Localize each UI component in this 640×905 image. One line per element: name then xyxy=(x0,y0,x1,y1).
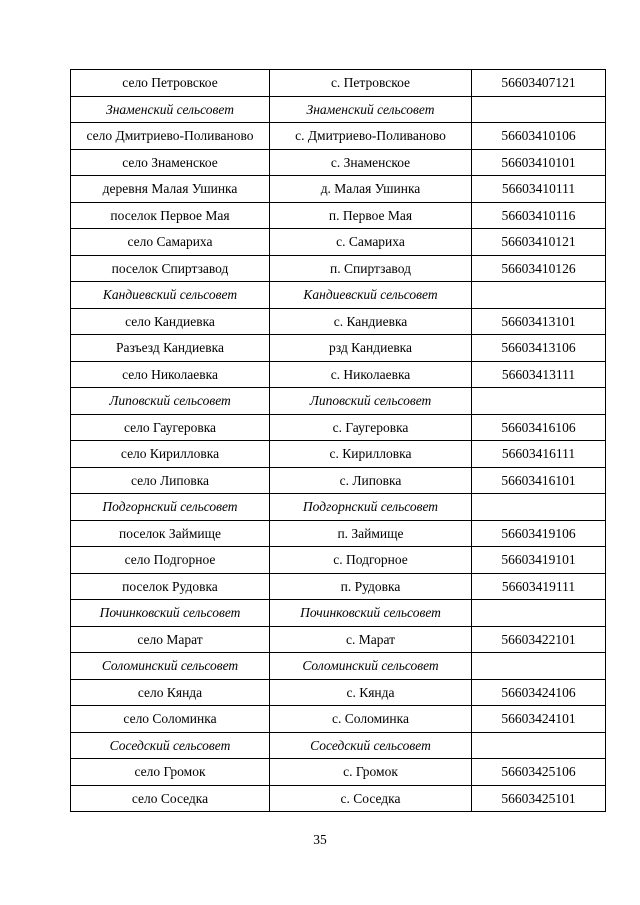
cell-code: 56603410106 xyxy=(472,123,606,150)
table-row-council xyxy=(71,653,606,680)
table-row xyxy=(71,414,606,441)
cell-full-name: Разъезд Кандиевка xyxy=(71,335,270,362)
cell-full-name: деревня Малая Ушинка xyxy=(71,176,270,203)
cell-code xyxy=(472,600,606,627)
cell-code xyxy=(472,388,606,415)
cell-short-name: п. Первое Мая xyxy=(270,202,472,229)
cell-code: 56603410111 xyxy=(472,176,606,203)
cell-short-name: с. Кирилловка xyxy=(270,441,472,468)
cell-code: 56603410101 xyxy=(472,149,606,176)
cell-full-name: село Соседка xyxy=(71,785,270,812)
cell-short-name: с. Знаменское xyxy=(270,149,472,176)
cell-full-name: село Марат xyxy=(71,626,270,653)
cell-code: 56603410121 xyxy=(472,229,606,256)
table-row xyxy=(71,467,606,494)
cell-code xyxy=(472,653,606,680)
cell-full-name: Кандиевский сельсовет xyxy=(71,282,270,309)
cell-full-name: Соседский сельсовет xyxy=(71,732,270,759)
table-row xyxy=(71,573,606,600)
cell-full-name: село Гаугеровка xyxy=(71,414,270,441)
table-row xyxy=(71,361,606,388)
table-row xyxy=(71,547,606,574)
cell-code: 56603416106 xyxy=(472,414,606,441)
cell-code: 56603425106 xyxy=(472,759,606,786)
cell-full-name: Липовский сельсовет xyxy=(71,388,270,415)
table-row xyxy=(71,308,606,335)
cell-full-name: Подгорнский сельсовет xyxy=(71,494,270,521)
table-body xyxy=(71,70,606,812)
cell-full-name: село Подгорное xyxy=(71,547,270,574)
cell-full-name: поселок Первое Мая xyxy=(71,202,270,229)
cell-code xyxy=(472,282,606,309)
cell-full-name: поселок Рудовка xyxy=(71,573,270,600)
cell-full-name: поселок Займище xyxy=(71,520,270,547)
table-row-council xyxy=(71,388,606,415)
cell-short-name: с. Кянда xyxy=(270,679,472,706)
cell-code: 56603419106 xyxy=(472,520,606,547)
cell-short-name: с. Соломинка xyxy=(270,706,472,733)
cell-code xyxy=(472,96,606,123)
cell-short-name: п. Спиртзавод xyxy=(270,255,472,282)
table-row xyxy=(71,149,606,176)
cell-code: 56603416111 xyxy=(472,441,606,468)
table-row xyxy=(71,441,606,468)
table-row xyxy=(71,229,606,256)
cell-code: 56603419111 xyxy=(472,573,606,600)
cell-short-name: Липовский сельсовет xyxy=(270,388,472,415)
cell-code: 56603422101 xyxy=(472,626,606,653)
cell-code xyxy=(472,732,606,759)
page-number: 35 xyxy=(313,832,327,847)
cell-full-name: село Николаевка xyxy=(71,361,270,388)
settlement-table xyxy=(70,69,606,812)
cell-short-name: с. Николаевка xyxy=(270,361,472,388)
table-row xyxy=(71,176,606,203)
cell-short-name: рзд Кандиевка xyxy=(270,335,472,362)
cell-code: 56603424106 xyxy=(472,679,606,706)
cell-short-name: Знаменский сельсовет xyxy=(270,96,472,123)
cell-short-name: п. Займище xyxy=(270,520,472,547)
table-row xyxy=(71,679,606,706)
cell-short-name: Подгорнский сельсовет xyxy=(270,494,472,521)
cell-full-name: село Самариха xyxy=(71,229,270,256)
table-row-council xyxy=(71,732,606,759)
table-row-council xyxy=(71,96,606,123)
table-row xyxy=(71,520,606,547)
cell-short-name: Соседский сельсовет xyxy=(270,732,472,759)
cell-code: 56603424101 xyxy=(472,706,606,733)
cell-code: 56603425101 xyxy=(472,785,606,812)
cell-code: 56603410116 xyxy=(472,202,606,229)
cell-short-name: с. Подгорное xyxy=(270,547,472,574)
cell-full-name: Соломинский сельсовет xyxy=(71,653,270,680)
table-row xyxy=(71,202,606,229)
cell-code: 56603419101 xyxy=(472,547,606,574)
cell-short-name: с. Соседка xyxy=(270,785,472,812)
table-row xyxy=(71,706,606,733)
table-row xyxy=(71,759,606,786)
table-row xyxy=(71,626,606,653)
cell-code: 56603413101 xyxy=(472,308,606,335)
cell-short-name: Соломинский сельсовет xyxy=(270,653,472,680)
cell-short-name: с. Кандиевка xyxy=(270,308,472,335)
cell-short-name: Кандиевский сельсовет xyxy=(270,282,472,309)
table-row xyxy=(71,123,606,150)
cell-short-name: с. Марат xyxy=(270,626,472,653)
cell-full-name: село Знаменское xyxy=(71,149,270,176)
cell-full-name: поселок Спиртзавод xyxy=(71,255,270,282)
table-row xyxy=(71,785,606,812)
table-row xyxy=(71,255,606,282)
cell-short-name: с. Гаугеровка xyxy=(270,414,472,441)
table-row xyxy=(71,335,606,362)
cell-full-name: село Соломинка xyxy=(71,706,270,733)
cell-full-name: село Громок xyxy=(71,759,270,786)
cell-code: 56603416101 xyxy=(472,467,606,494)
cell-short-name: д. Малая Ушинка xyxy=(270,176,472,203)
cell-full-name: село Кандиевка xyxy=(71,308,270,335)
cell-short-name: с. Громок xyxy=(270,759,472,786)
cell-code: 56603407121 xyxy=(472,70,606,97)
cell-full-name: село Дмитриево-Поливаново xyxy=(71,123,270,150)
cell-code xyxy=(472,494,606,521)
cell-full-name: село Липовка xyxy=(71,467,270,494)
cell-short-name: п. Рудовка xyxy=(270,573,472,600)
table-row-council xyxy=(71,600,606,627)
cell-full-name: Починковский сельсовет xyxy=(71,600,270,627)
cell-code: 56603410126 xyxy=(472,255,606,282)
cell-full-name: Знаменский сельсовет xyxy=(71,96,270,123)
table-row-council xyxy=(71,494,606,521)
cell-full-name: село Кирилловка xyxy=(71,441,270,468)
cell-short-name: с. Петровское xyxy=(270,70,472,97)
cell-short-name: с. Дмитриево-Поливаново xyxy=(270,123,472,150)
cell-short-name: с. Липовка xyxy=(270,467,472,494)
table-row xyxy=(71,70,606,97)
cell-short-name: Починковский сельсовет xyxy=(270,600,472,627)
table-row-council xyxy=(71,282,606,309)
cell-full-name: село Кянда xyxy=(71,679,270,706)
cell-code: 56603413111 xyxy=(472,361,606,388)
cell-full-name: село Петровское xyxy=(71,70,270,97)
cell-code: 56603413106 xyxy=(472,335,606,362)
cell-short-name: с. Самариха xyxy=(270,229,472,256)
